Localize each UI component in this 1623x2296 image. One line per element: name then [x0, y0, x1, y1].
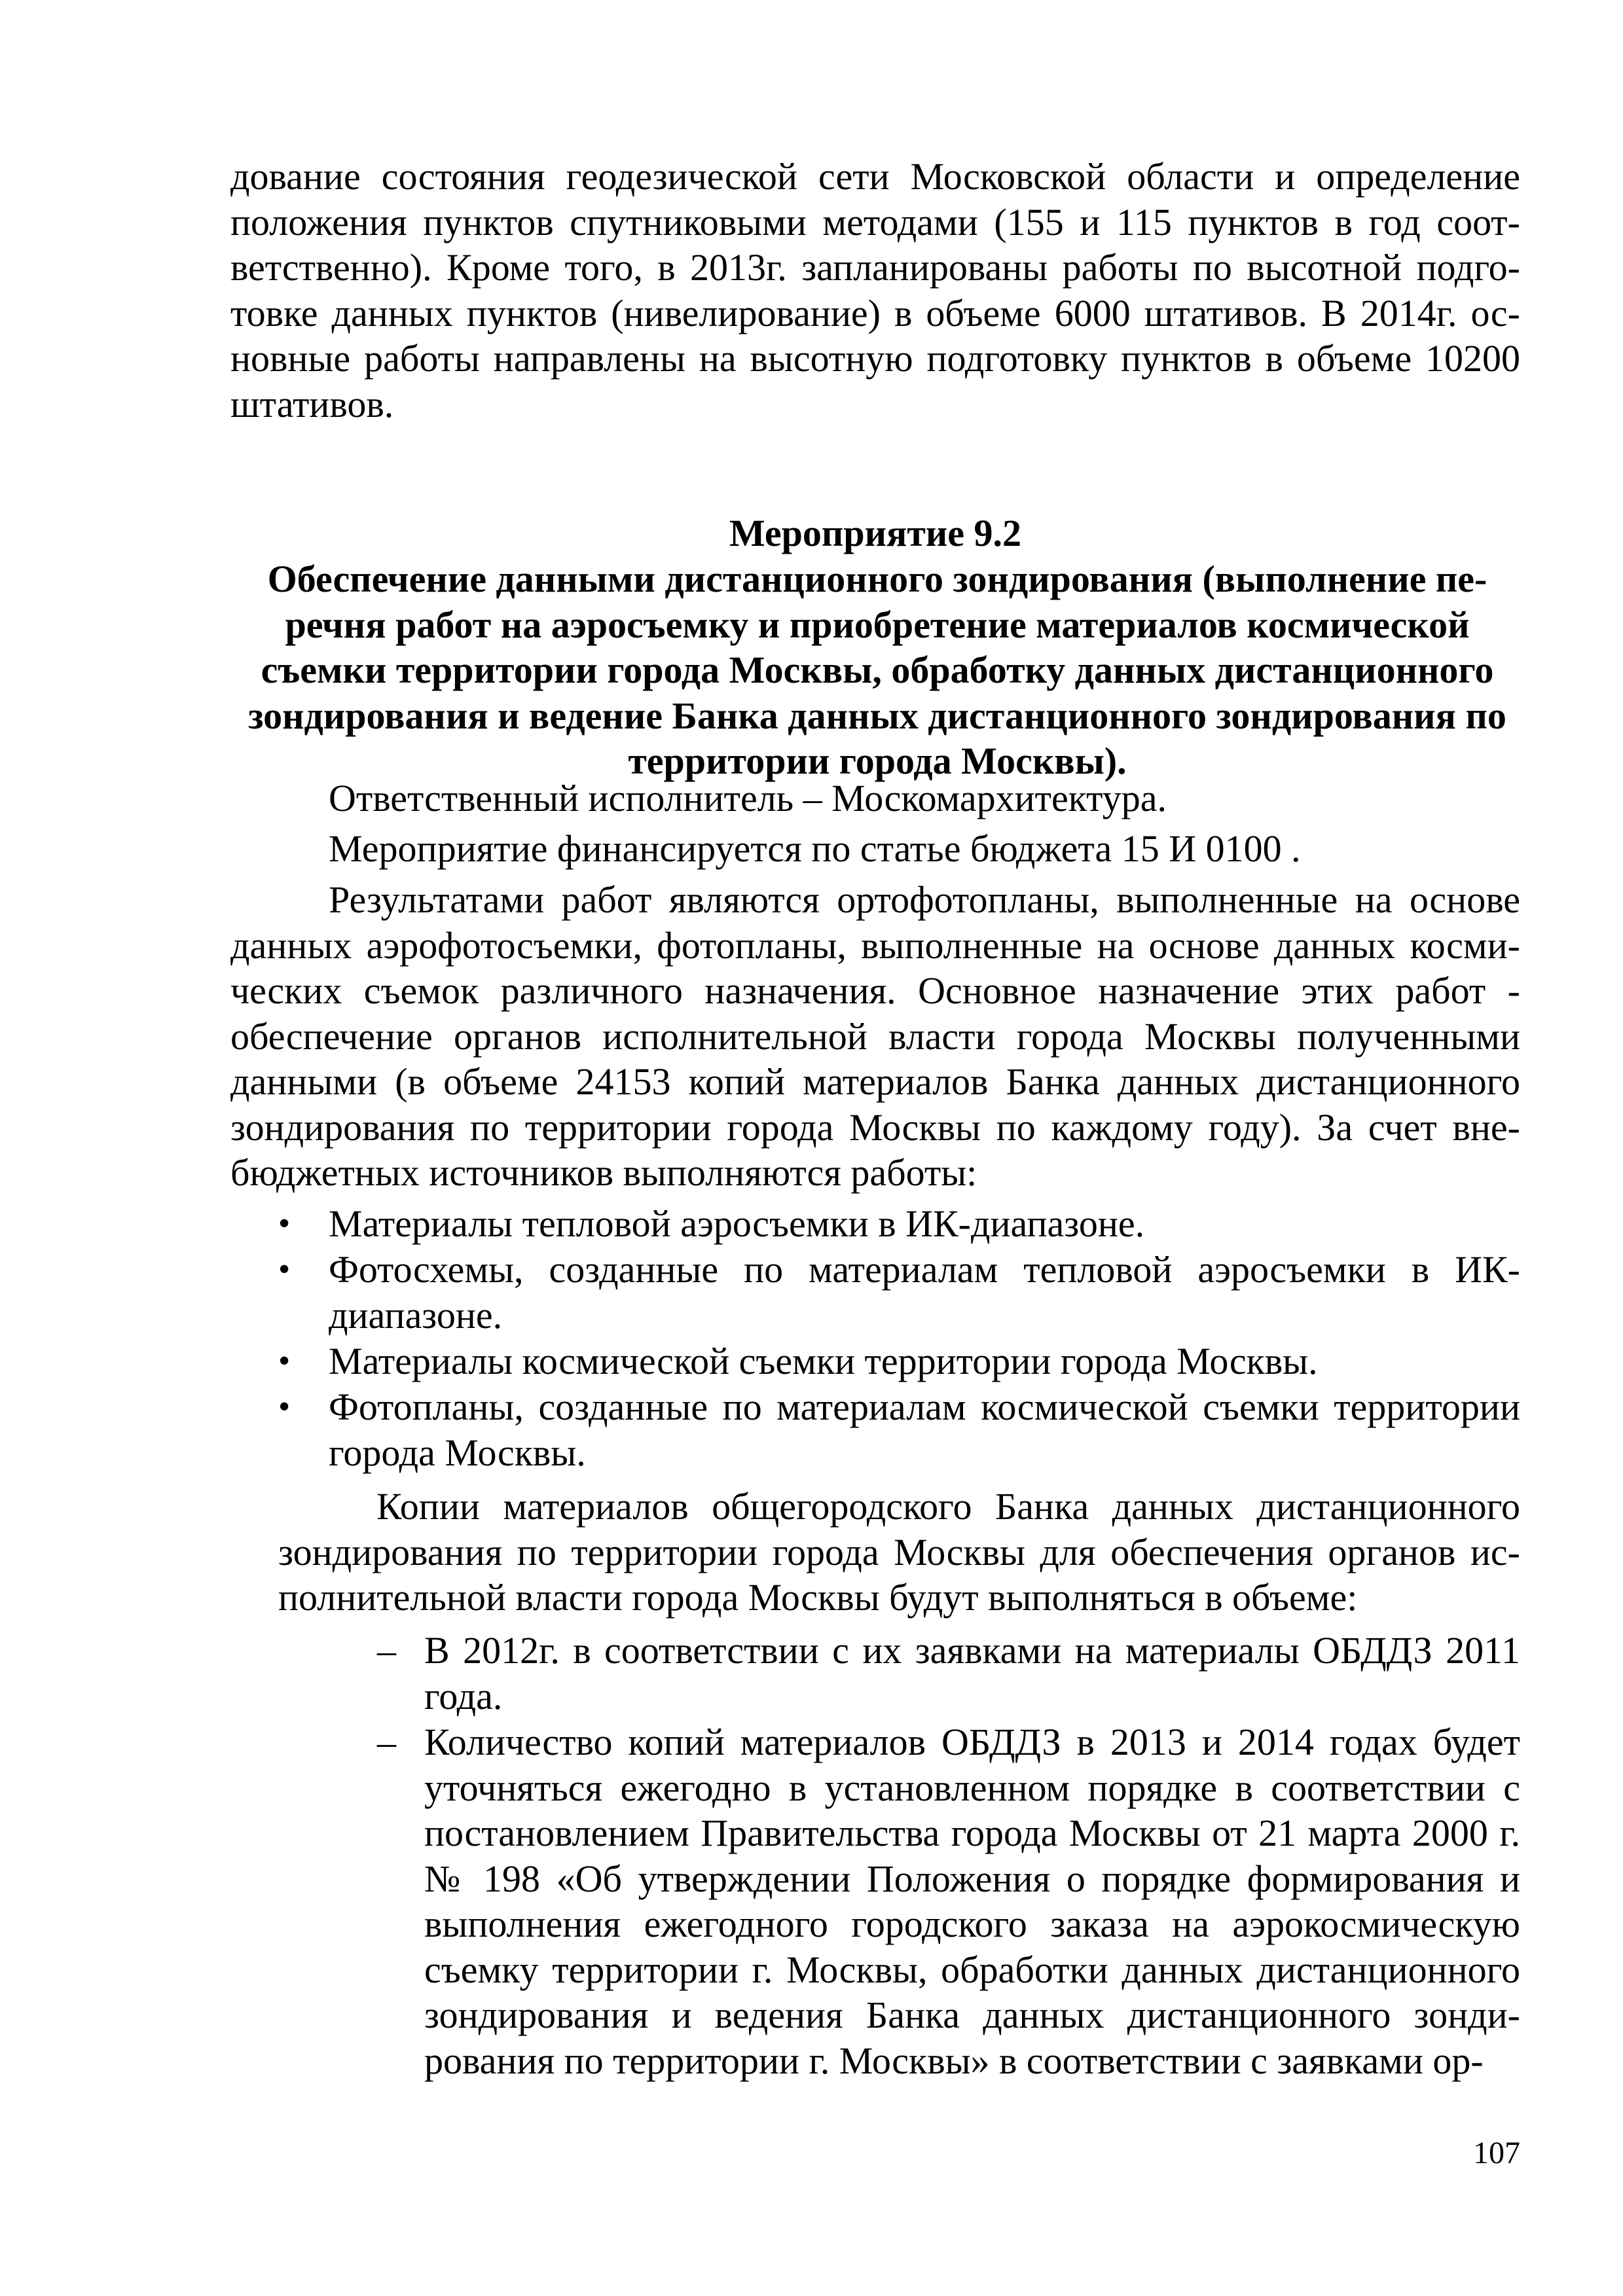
financing-line: Мероприятие финансируется по статье бюджета 15 И 0100 .	[329, 827, 1301, 870]
bullet-icon: •	[278, 1251, 291, 1288]
intro-paragraph: дование состояния геодезической сети Московской области и определение положения пунктов спутниковыми методами (155 и 115 пунктов в год соответственно). Кроме того, в 2013г. запланированы работы по высотной подготовке данных пунктов (нивелирование) в объеме 6000 штативов. В 2014г. основные работы направлены на высотную подготовку пунктов в объеме 10200 штативов.	[230, 155, 1520, 425]
bullet-text: Фотопланы, созданные по материалам космической съемки территории города Москвы.	[329, 1386, 1520, 1474]
section-title: Обеспечение данными дистанционного зондирования (выполнение перечня работ на аэросъемку и приобретение материалов космической съемки территории города Москвы, обработку данных дистанционного зондирования и ведение Банка данных дистанционного зондирования по территории города Москвы).	[248, 558, 1506, 782]
dash-icon: –	[377, 1721, 396, 1763]
responsible-executor: Ответственный исполнитель – Москомархитектура.	[329, 777, 1167, 819]
dash-icon: –	[377, 1629, 396, 1672]
section-heading: Мероприятие 9.2	[729, 512, 1022, 554]
dash-item	[377, 1719, 1520, 2086]
bullet-icon: •	[278, 1205, 291, 1242]
bullet-text: Фотосхемы, созданные по материалам тепловой аэросъемки в ИК-диапазоне.	[329, 1248, 1520, 1336]
copies-paragraph: Копии материалов общегородского Банка данных дистанционного зондирования по территории города Москвы для обеспечения органов исполнительной власти города Москвы будут выполняться в объеме:	[278, 1485, 1520, 1619]
results-paragraph: Результатами работ являются ортофотопланы, выполненные на основе данных аэрофотосъемки, фотопланы, выполненные на основе данных космических съемок различного назначения. Основное назначение этих работ - обеспечение органов исполнительной власти города Москвы полученными данными (в объеме 24153 копий материалов Банка данных дистанционного зондирования по территории города Москвы по каждому году). За счет внебюджетных источников выполняются работы:	[230, 878, 1520, 1194]
page-number: 107	[1473, 2136, 1520, 2170]
bullet-item	[278, 1247, 1520, 1338]
bullet-item	[278, 1338, 1520, 1384]
bullet-icon: •	[278, 1388, 291, 1426]
bullet-text: Материалы космической съемки территории города Москвы.	[329, 1340, 1318, 1382]
bullet-text: Материалы тепловой аэросъемки в ИК-диапазоне.	[329, 1202, 1145, 1245]
dash-item-text: В 2012г. в соответствии с их заявками на материалы ОБДДЗ 2011 года.	[424, 1629, 1520, 1717]
dash-item-text: Количество копий материалов ОБДДЗ в 2013 и 2014 годах будет уточняться ежегодно в установленном порядке в соответствии с постановлением Правительства города Москвы от 21 марта 2000 г. № 198 «Об утверждении Положения о порядке формирования и выполнения ежегодного городского заказа на аэрокосмическую съемку территории г. Москвы, обработки данных дистанционного зондирования и ведения Банка данных дистанционного зондирования по территории г. Москвы» в соответствии с заявками ор-	[424, 1721, 1520, 2082]
bullet-item	[278, 1201, 1520, 1247]
dash-item	[377, 1628, 1520, 1719]
bullet-item	[278, 1384, 1520, 1476]
bullet-icon: •	[278, 1342, 291, 1380]
